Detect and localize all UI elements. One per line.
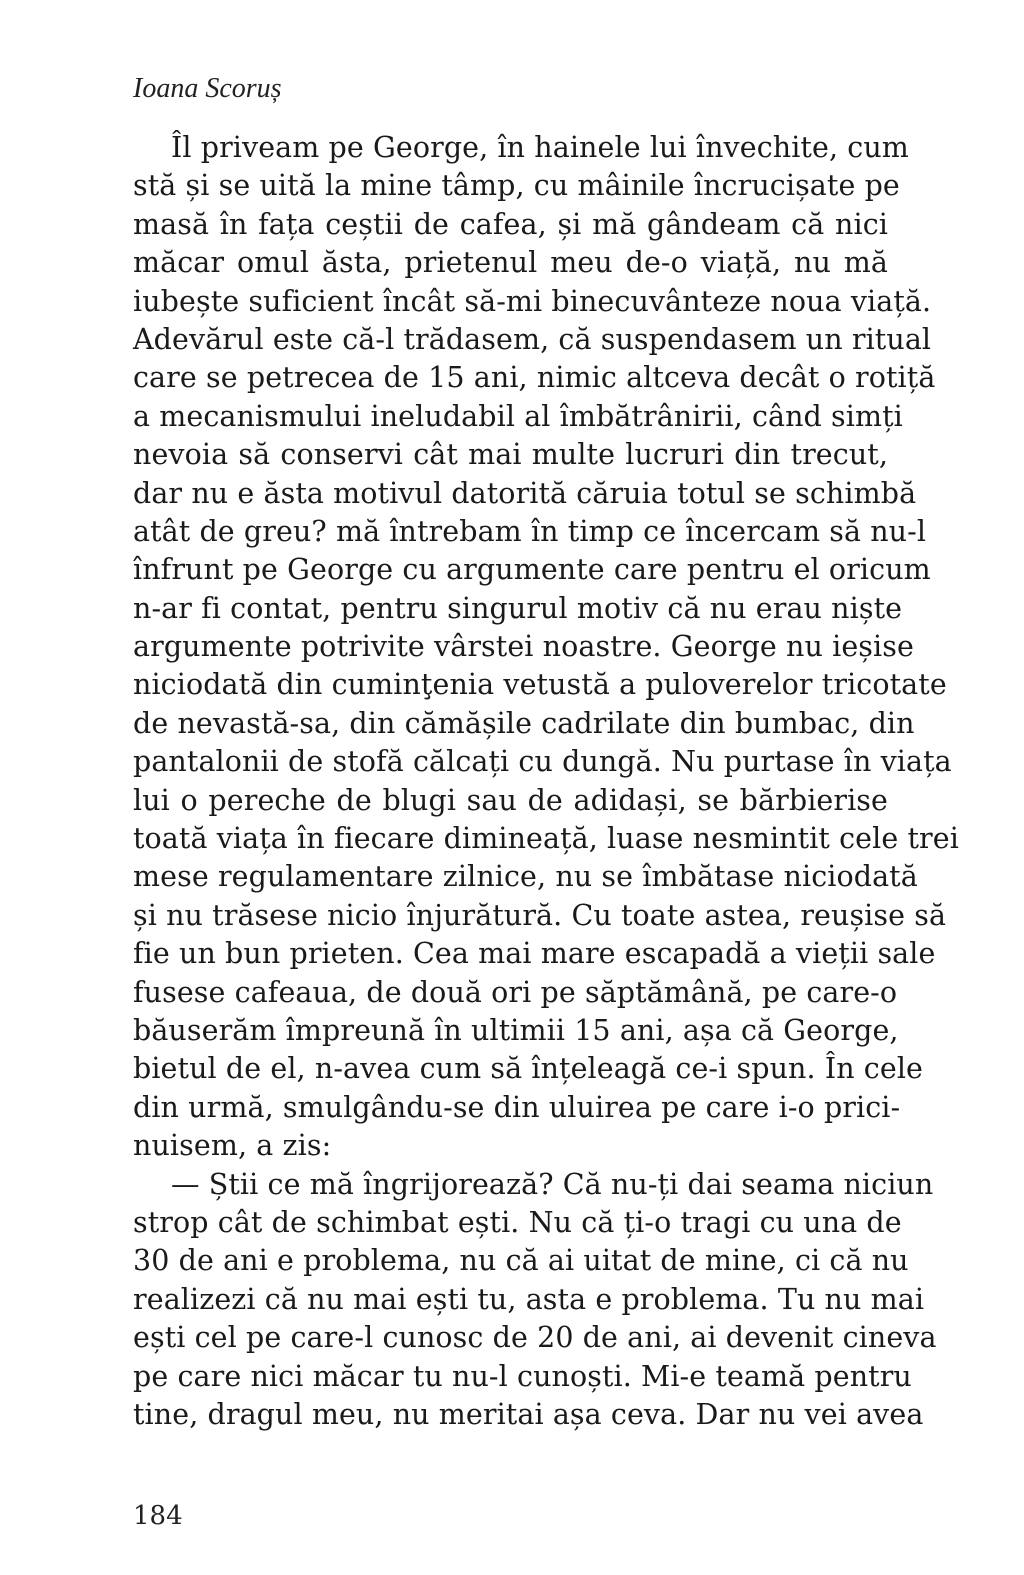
body-text [133, 129, 959, 1434]
text-line: strop cât de schimbat ești. Nu că ți-o tragi cu una de [133, 1205, 902, 1239]
page-number: 184 [133, 1501, 183, 1531]
text-line: tine, dragul meu, nu meritai așa ceva. Dar nu vei avea [133, 1397, 924, 1431]
text-line: și nu trăsese nicio înjurătură. Cu toate astea, reușise să [133, 898, 947, 932]
text-line: de nevastă-sa, din cămășile cadrilate din bumbac, din [133, 706, 915, 740]
text-line: Îl priveam pe George, în hainele lui învechite, cum [171, 131, 909, 164]
text-line: n-ar fi contat, pentru singurul motiv că nu erau niște [133, 591, 903, 625]
text-line: fie un bun prieten. Cea mai mare escapadă a vieții sale [133, 937, 936, 971]
text-line: care se petrecea de 15 ani, nimic altceva decât o rotiță [133, 361, 936, 395]
text-line: 30 de ani e problema, nu că ai uitat de mine, ci că nu [133, 1244, 909, 1278]
text-line: înfrunt pe George cu argumente care pentru el oricum [133, 553, 931, 587]
text-line: bietul de el, n-avea cum să înțeleagă ce-i spun. În cele [133, 1052, 924, 1086]
text-line: băuserăm împreună în ultimii 15 ani, așa că George, [133, 1013, 899, 1047]
text-line: dar nu e ăsta motivul datorită căruia totul se schimbă [133, 476, 917, 510]
text-line: toată viața în fiecare dimineață, luase nesmintit cele trei [133, 822, 959, 856]
text-line: atât de greu? mă întrebam în timp ce încercam să nu-l [133, 514, 927, 548]
text-line: măcar omul ăsta, prietenul meu de-o viață, nu mă [133, 246, 888, 280]
text-line: argumente potrivite vârstei noastre. George nu ieșise [133, 630, 914, 664]
text-line: lui o pereche de blugi sau de adidași, se bărbierise [133, 783, 888, 817]
text-line: nuisem, a zis: [133, 1129, 332, 1163]
text-line: niciodată din cuminţenia vetustă a puloverelor tricotate [133, 668, 947, 702]
text-line: a mecanismului ineludabil al îmbătrânirii, când simți [133, 399, 903, 433]
text-line: stă și se uită la mine tâmp, cu mâinile încrucișate pe [133, 169, 900, 203]
text-line: realizezi că nu mai ești tu, asta e problema. Tu nu mai [133, 1282, 925, 1316]
text-line: ești cel pe care-l cunosc de 20 de ani, ai devenit cineva [133, 1321, 937, 1355]
running-head-author: Ioana Scoruș [133, 73, 282, 104]
text-line: pantalonii de stofă călcați cu dungă. Nu purtase în viața [133, 745, 952, 779]
text-line: masă în fața ceștii de cafea, și mă gândeam că nici [133, 207, 888, 241]
text-line: fusese cafeaua, de două ori pe săptămână, pe care-o [133, 975, 898, 1009]
text-line: iubește suficient încât să-mi binecuvânteze noua viață. [133, 284, 932, 318]
text-line: Adevărul este că-l trădasem, că suspendasem un ritual [133, 322, 932, 356]
text-line: — Știi ce mă îngrijorează? Că nu-ți dai seama niciun [171, 1167, 934, 1201]
text-line: mese regulamentare zilnice, nu se îmbătase niciodată [133, 860, 918, 894]
text-line: pe care nici măcar tu nu-l cunoști. Mi-e teamă pentru [133, 1359, 912, 1393]
text-line: nevoia să conservi cât mai multe lucruri din trecut, [133, 438, 888, 472]
text-line: din urmă, smulgându-se din uluirea pe care i-o prici- [133, 1090, 901, 1124]
